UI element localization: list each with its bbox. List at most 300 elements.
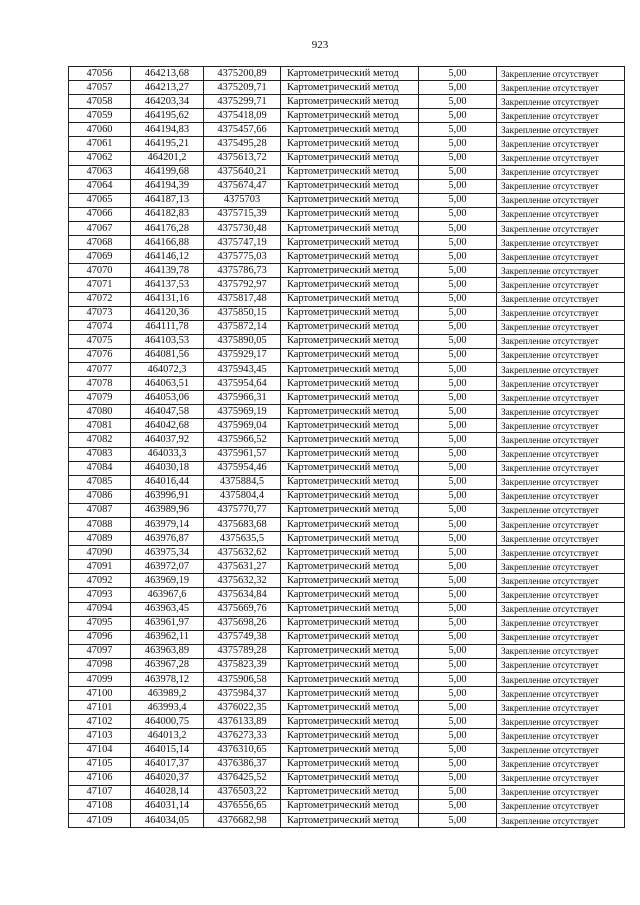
fixation-cell: Закрепление отсутствует (497, 264, 625, 278)
fixation-cell: Закрепление отсутствует (497, 729, 625, 743)
accuracy-cell: 5,00 (419, 391, 497, 405)
table-row (69, 813, 625, 827)
point-number-cell: 47093 (69, 588, 131, 602)
accuracy-cell: 5,00 (419, 95, 497, 109)
x-coordinate-cell: 464139,78 (131, 264, 204, 278)
y-coordinate-cell: 4375884,5 (204, 475, 281, 489)
y-coordinate-cell: 4375823,39 (204, 658, 281, 672)
y-coordinate-cell: 4375749,38 (204, 630, 281, 644)
fixation-cell: Закрепление отсутствует (497, 193, 625, 207)
fixation-cell: Закрепление отсутствует (497, 362, 625, 376)
accuracy-cell: 5,00 (419, 165, 497, 179)
fixation-cell: Закрепление отсутствует (497, 306, 625, 320)
method-cell: Картометрический метод (281, 419, 419, 433)
accuracy-cell: 5,00 (419, 546, 497, 560)
fixation-cell: Закрепление отсутствует (497, 391, 625, 405)
accuracy-cell: 5,00 (419, 447, 497, 461)
point-number-cell: 47088 (69, 518, 131, 532)
fixation-cell: Закрепление отсутствует (497, 489, 625, 503)
y-coordinate-cell: 4376022,35 (204, 701, 281, 715)
accuracy-cell: 5,00 (419, 179, 497, 193)
fixation-cell: Закрепление отсутствует (497, 222, 625, 236)
x-coordinate-cell: 464201,2 (131, 151, 204, 165)
accuracy-cell: 5,00 (419, 644, 497, 658)
table-row (69, 165, 625, 179)
y-coordinate-cell: 4376503,22 (204, 785, 281, 799)
y-coordinate-cell: 4375850,15 (204, 306, 281, 320)
accuracy-cell: 5,00 (419, 348, 497, 362)
point-number-cell: 47092 (69, 574, 131, 588)
method-cell: Картометрический метод (281, 306, 419, 320)
x-coordinate-cell: 464053,06 (131, 391, 204, 405)
table-row (69, 546, 625, 560)
y-coordinate-cell: 4375613,72 (204, 151, 281, 165)
table-row (69, 67, 625, 81)
point-number-cell: 47058 (69, 95, 131, 109)
accuracy-cell: 5,00 (419, 320, 497, 334)
point-number-cell: 47098 (69, 658, 131, 672)
table-row (69, 419, 625, 433)
point-number-cell: 47056 (69, 67, 131, 81)
x-coordinate-cell: 464176,28 (131, 222, 204, 236)
x-coordinate-cell: 463963,89 (131, 644, 204, 658)
point-number-cell: 47086 (69, 489, 131, 503)
point-number-cell: 47091 (69, 560, 131, 574)
point-number-cell: 47090 (69, 546, 131, 560)
point-number-cell: 47065 (69, 193, 131, 207)
method-cell: Картометрический метод (281, 503, 419, 517)
x-coordinate-cell: 464033,3 (131, 447, 204, 461)
table-row (69, 320, 625, 334)
method-cell: Картометрический метод (281, 701, 419, 715)
x-coordinate-cell: 464194,83 (131, 123, 204, 137)
accuracy-cell: 5,00 (419, 503, 497, 517)
method-cell: Картометрический метод (281, 264, 419, 278)
method-cell: Картометрический метод (281, 616, 419, 630)
accuracy-cell: 5,00 (419, 771, 497, 785)
method-cell: Картометрический метод (281, 673, 419, 687)
table-row (69, 377, 625, 391)
accuracy-cell: 5,00 (419, 137, 497, 151)
method-cell: Картометрический метод (281, 715, 419, 729)
y-coordinate-cell: 4375299,71 (204, 95, 281, 109)
y-coordinate-cell: 4375715,39 (204, 207, 281, 221)
fixation-cell: Закрепление отсутствует (497, 701, 625, 715)
table-row (69, 250, 625, 264)
y-coordinate-cell: 4375418,09 (204, 109, 281, 123)
table-row (69, 193, 625, 207)
fixation-cell: Закрепление отсутствует (497, 447, 625, 461)
accuracy-cell: 5,00 (419, 292, 497, 306)
fixation-cell: Закрепление отсутствует (497, 81, 625, 95)
accuracy-cell: 5,00 (419, 123, 497, 137)
y-coordinate-cell: 4375804,4 (204, 489, 281, 503)
accuracy-cell: 5,00 (419, 362, 497, 376)
table-row (69, 771, 625, 785)
x-coordinate-cell: 463961,97 (131, 616, 204, 630)
method-cell: Картометрический метод (281, 757, 419, 771)
point-number-cell: 47106 (69, 771, 131, 785)
point-number-cell: 47102 (69, 715, 131, 729)
fixation-cell: Закрепление отсутствует (497, 405, 625, 419)
point-number-cell: 47095 (69, 616, 131, 630)
y-coordinate-cell: 4375966,31 (204, 391, 281, 405)
point-number-cell: 47070 (69, 264, 131, 278)
accuracy-cell: 5,00 (419, 278, 497, 292)
method-cell: Картометрический метод (281, 771, 419, 785)
table-row (69, 630, 625, 644)
table-row (69, 489, 625, 503)
fixation-cell: Закрепление отсутствует (497, 433, 625, 447)
y-coordinate-cell: 4375954,46 (204, 461, 281, 475)
x-coordinate-cell: 464213,27 (131, 81, 204, 95)
method-cell: Картометрический метод (281, 588, 419, 602)
x-coordinate-cell: 464182,83 (131, 207, 204, 221)
method-cell: Картометрический метод (281, 320, 419, 334)
accuracy-cell: 5,00 (419, 715, 497, 729)
fixation-cell: Закрепление отсутствует (497, 165, 625, 179)
y-coordinate-cell: 4375969,19 (204, 405, 281, 419)
fixation-cell: Закрепление отсутствует (497, 532, 625, 546)
method-cell: Картометрический метод (281, 165, 419, 179)
y-coordinate-cell: 4376682,98 (204, 813, 281, 827)
method-cell: Картометрический метод (281, 67, 419, 81)
x-coordinate-cell: 464072,3 (131, 362, 204, 376)
accuracy-cell: 5,00 (419, 532, 497, 546)
table-row (69, 278, 625, 292)
method-cell: Картометрический метод (281, 447, 419, 461)
fixation-cell: Закрепление отсутствует (497, 67, 625, 81)
method-cell: Картометрический метод (281, 179, 419, 193)
fixation-cell: Закрепление отсутствует (497, 574, 625, 588)
x-coordinate-cell: 464137,53 (131, 278, 204, 292)
fixation-cell: Закрепление отсутствует (497, 348, 625, 362)
point-number-cell: 47094 (69, 602, 131, 616)
y-coordinate-cell: 4375890,05 (204, 334, 281, 348)
y-coordinate-cell: 4375954,64 (204, 377, 281, 391)
accuracy-cell: 5,00 (419, 701, 497, 715)
table-row (69, 362, 625, 376)
method-cell: Картометрический метод (281, 137, 419, 151)
accuracy-cell: 5,00 (419, 630, 497, 644)
y-coordinate-cell: 4376425,52 (204, 771, 281, 785)
table-row (69, 588, 625, 602)
table-row (69, 574, 625, 588)
accuracy-cell: 5,00 (419, 250, 497, 264)
y-coordinate-cell: 4375200,89 (204, 67, 281, 81)
y-coordinate-cell: 4375789,28 (204, 644, 281, 658)
fixation-cell: Закрепление отсутствует (497, 687, 625, 701)
point-number-cell: 47083 (69, 447, 131, 461)
fixation-cell: Закрепление отсутствует (497, 109, 625, 123)
table-row (69, 687, 625, 701)
x-coordinate-cell: 464203,34 (131, 95, 204, 109)
table-row (69, 292, 625, 306)
accuracy-cell: 5,00 (419, 799, 497, 813)
point-number-cell: 47067 (69, 222, 131, 236)
y-coordinate-cell: 4375792,97 (204, 278, 281, 292)
point-number-cell: 47073 (69, 306, 131, 320)
y-coordinate-cell: 4375775,03 (204, 250, 281, 264)
y-coordinate-cell: 4375984,37 (204, 687, 281, 701)
fixation-cell: Закрепление отсутствует (497, 292, 625, 306)
accuracy-cell: 5,00 (419, 475, 497, 489)
point-number-cell: 47071 (69, 278, 131, 292)
table-row (69, 179, 625, 193)
accuracy-cell: 5,00 (419, 489, 497, 503)
point-number-cell: 47081 (69, 419, 131, 433)
method-cell: Картометрический метод (281, 362, 419, 376)
method-cell: Картометрический метод (281, 574, 419, 588)
y-coordinate-cell: 4375966,52 (204, 433, 281, 447)
fixation-cell: Закрепление отсутствует (497, 560, 625, 574)
table-row (69, 137, 625, 151)
method-cell: Картометрический метод (281, 95, 419, 109)
x-coordinate-cell: 464017,37 (131, 757, 204, 771)
method-cell: Картометрический метод (281, 207, 419, 221)
accuracy-cell: 5,00 (419, 658, 497, 672)
method-cell: Картометрический метод (281, 729, 419, 743)
x-coordinate-cell: 464195,62 (131, 109, 204, 123)
fixation-cell: Закрепление отсутствует (497, 644, 625, 658)
y-coordinate-cell: 4376386,37 (204, 757, 281, 771)
method-cell: Картометрический метод (281, 334, 419, 348)
method-cell: Картометрический метод (281, 532, 419, 546)
table-row (69, 236, 625, 250)
accuracy-cell: 5,00 (419, 81, 497, 95)
x-coordinate-cell: 463962,11 (131, 630, 204, 644)
accuracy-cell: 5,00 (419, 461, 497, 475)
table-row (69, 757, 625, 771)
fixation-cell: Закрепление отсутствует (497, 475, 625, 489)
y-coordinate-cell: 4375209,71 (204, 81, 281, 95)
table-row (69, 109, 625, 123)
x-coordinate-cell: 464028,14 (131, 785, 204, 799)
table-row (69, 151, 625, 165)
fixation-cell: Закрепление отсутствует (497, 419, 625, 433)
method-cell: Картометрический метод (281, 405, 419, 419)
table-row (69, 503, 625, 517)
fixation-cell: Закрепление отсутствует (497, 602, 625, 616)
fixation-cell: Закрепление отсутствует (497, 673, 625, 687)
table-row (69, 743, 625, 757)
x-coordinate-cell: 464020,37 (131, 771, 204, 785)
x-coordinate-cell: 463969,19 (131, 574, 204, 588)
x-coordinate-cell: 464194,39 (131, 179, 204, 193)
fixation-cell: Закрепление отсутствует (497, 503, 625, 517)
table-row (69, 658, 625, 672)
method-cell: Картометрический метод (281, 518, 419, 532)
point-number-cell: 47097 (69, 644, 131, 658)
method-cell: Картометрический метод (281, 278, 419, 292)
y-coordinate-cell: 4376556,65 (204, 799, 281, 813)
fixation-cell: Закрепление отсутствует (497, 236, 625, 250)
method-cell: Картометрический метод (281, 658, 419, 672)
point-number-cell: 47103 (69, 729, 131, 743)
table-row (69, 334, 625, 348)
y-coordinate-cell: 4375730,48 (204, 222, 281, 236)
method-cell: Картометрический метод (281, 785, 419, 799)
accuracy-cell: 5,00 (419, 306, 497, 320)
point-number-cell: 47096 (69, 630, 131, 644)
method-cell: Картометрический метод (281, 109, 419, 123)
point-number-cell: 47109 (69, 813, 131, 827)
point-number-cell: 47075 (69, 334, 131, 348)
x-coordinate-cell: 464042,68 (131, 419, 204, 433)
point-number-cell: 47060 (69, 123, 131, 137)
accuracy-cell: 5,00 (419, 193, 497, 207)
point-number-cell: 47068 (69, 236, 131, 250)
point-number-cell: 47084 (69, 461, 131, 475)
x-coordinate-cell: 463996,91 (131, 489, 204, 503)
table-row (69, 95, 625, 109)
x-coordinate-cell: 464213,68 (131, 67, 204, 81)
method-cell: Картометрический метод (281, 743, 419, 757)
point-number-cell: 47076 (69, 348, 131, 362)
method-cell: Картометрический метод (281, 644, 419, 658)
point-number-cell: 47079 (69, 391, 131, 405)
x-coordinate-cell: 464013,2 (131, 729, 204, 743)
x-coordinate-cell: 463972,07 (131, 560, 204, 574)
table-row (69, 532, 625, 546)
table-row (69, 81, 625, 95)
accuracy-cell: 5,00 (419, 560, 497, 574)
table-row (69, 123, 625, 137)
point-number-cell: 47107 (69, 785, 131, 799)
method-cell: Картометрический метод (281, 123, 419, 137)
method-cell: Картометрический метод (281, 602, 419, 616)
fixation-cell: Закрепление отсутствует (497, 616, 625, 630)
point-number-cell: 47074 (69, 320, 131, 334)
table-row (69, 222, 625, 236)
point-number-cell: 47057 (69, 81, 131, 95)
method-cell: Картометрический метод (281, 433, 419, 447)
fixation-cell: Закрепление отсутствует (497, 250, 625, 264)
method-cell: Картометрический метод (281, 813, 419, 827)
fixation-cell: Закрепление отсутствует (497, 151, 625, 165)
fixation-cell: Закрепление отсутствует (497, 518, 625, 532)
x-coordinate-cell: 463975,34 (131, 546, 204, 560)
point-number-cell: 47063 (69, 165, 131, 179)
table-row (69, 306, 625, 320)
page-number: 923 (311, 39, 329, 51)
point-number-cell: 47100 (69, 687, 131, 701)
method-cell: Картометрический метод (281, 193, 419, 207)
y-coordinate-cell: 4375634,84 (204, 588, 281, 602)
accuracy-cell: 5,00 (419, 729, 497, 743)
accuracy-cell: 5,00 (419, 433, 497, 447)
method-cell: Картометрический метод (281, 292, 419, 306)
y-coordinate-cell: 4375703 (204, 193, 281, 207)
accuracy-cell: 5,00 (419, 813, 497, 827)
point-number-cell: 47085 (69, 475, 131, 489)
y-coordinate-cell: 4376273,33 (204, 729, 281, 743)
method-cell: Картометрический метод (281, 461, 419, 475)
fixation-cell: Закрепление отсутствует (497, 588, 625, 602)
point-number-cell: 47104 (69, 743, 131, 757)
x-coordinate-cell: 464195,21 (131, 137, 204, 151)
y-coordinate-cell: 4375640,21 (204, 165, 281, 179)
y-coordinate-cell: 4375683,68 (204, 518, 281, 532)
fixation-cell: Закрепление отсутствует (497, 658, 625, 672)
y-coordinate-cell: 4375698,26 (204, 616, 281, 630)
fixation-cell: Закрепление отсутствует (497, 799, 625, 813)
table-row (69, 391, 625, 405)
x-coordinate-cell: 464031,14 (131, 799, 204, 813)
x-coordinate-cell: 464047,58 (131, 405, 204, 419)
table-row (69, 715, 625, 729)
accuracy-cell: 5,00 (419, 67, 497, 81)
table-row (69, 405, 625, 419)
x-coordinate-cell: 463978,12 (131, 673, 204, 687)
fixation-cell: Закрепление отсутствует (497, 757, 625, 771)
table-row (69, 673, 625, 687)
y-coordinate-cell: 4376133,89 (204, 715, 281, 729)
accuracy-cell: 5,00 (419, 207, 497, 221)
y-coordinate-cell: 4375632,32 (204, 574, 281, 588)
table-row (69, 433, 625, 447)
point-number-cell: 47108 (69, 799, 131, 813)
accuracy-cell: 5,00 (419, 588, 497, 602)
fixation-cell: Закрепление отсутствует (497, 334, 625, 348)
table-row (69, 264, 625, 278)
method-cell: Картометрический метод (281, 475, 419, 489)
method-cell: Картометрический метод (281, 489, 419, 503)
method-cell: Картометрический метод (281, 377, 419, 391)
y-coordinate-cell: 4375770,77 (204, 503, 281, 517)
fixation-cell: Закрепление отсутствует (497, 123, 625, 137)
method-cell: Картометрический метод (281, 236, 419, 250)
fixation-cell: Закрепление отсутствует (497, 320, 625, 334)
table-row (69, 207, 625, 221)
point-number-cell: 47072 (69, 292, 131, 306)
point-number-cell: 47069 (69, 250, 131, 264)
point-number-cell: 47077 (69, 362, 131, 376)
point-number-cell: 47078 (69, 377, 131, 391)
fixation-cell: Закрепление отсутствует (497, 813, 625, 827)
method-cell: Картометрический метод (281, 151, 419, 165)
x-coordinate-cell: 464199,68 (131, 165, 204, 179)
x-coordinate-cell: 464063,51 (131, 377, 204, 391)
y-coordinate-cell: 4375669,76 (204, 602, 281, 616)
point-number-cell: 47099 (69, 673, 131, 687)
y-coordinate-cell: 4375457,66 (204, 123, 281, 137)
x-coordinate-cell: 463963,45 (131, 602, 204, 616)
y-coordinate-cell: 4375747,19 (204, 236, 281, 250)
y-coordinate-cell: 4375969,04 (204, 419, 281, 433)
method-cell: Картометрический метод (281, 391, 419, 405)
y-coordinate-cell: 4375495,28 (204, 137, 281, 151)
coordinates-table-body (69, 67, 625, 828)
y-coordinate-cell: 4375929,17 (204, 348, 281, 362)
x-coordinate-cell: 463967,28 (131, 658, 204, 672)
x-coordinate-cell: 464081,56 (131, 348, 204, 362)
accuracy-cell: 5,00 (419, 377, 497, 391)
fixation-cell: Закрепление отсутствует (497, 95, 625, 109)
y-coordinate-cell: 4375961,57 (204, 447, 281, 461)
table-row (69, 560, 625, 574)
accuracy-cell: 5,00 (419, 264, 497, 278)
accuracy-cell: 5,00 (419, 757, 497, 771)
x-coordinate-cell: 464037,92 (131, 433, 204, 447)
y-coordinate-cell: 4375943,45 (204, 362, 281, 376)
x-coordinate-cell: 463967,6 (131, 588, 204, 602)
table-row (69, 475, 625, 489)
x-coordinate-cell: 463976,87 (131, 532, 204, 546)
point-number-cell: 47066 (69, 207, 131, 221)
y-coordinate-cell: 4375632,62 (204, 546, 281, 560)
accuracy-cell: 5,00 (419, 222, 497, 236)
